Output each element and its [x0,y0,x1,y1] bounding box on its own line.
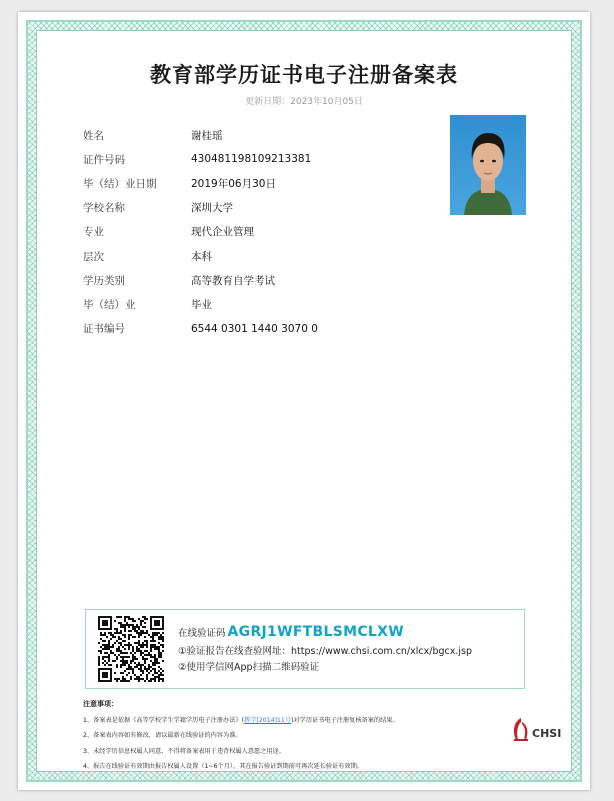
notice-title: 注意事项： [83,700,118,708]
verification-app-line: ②使用学信网App扫描二维码验证 [178,662,320,673]
id-photo [450,115,526,215]
field-value: 现代企业管理 [191,226,254,239]
field-value: 谢桂瑶 [191,129,223,142]
field-label: 专业 [83,226,104,239]
field-row-education-type [83,268,443,292]
verification-panel [85,609,525,689]
field-label: 毕（结）业日期 [83,177,157,190]
field-value: 深圳大学 [191,202,233,215]
field-value: 430481198109213381 [191,153,312,166]
verification-url-line: ①验证报告在线查验网址：https://www.chsi.com.cn/xlcx/bgcx.jsp [178,646,472,657]
field-value: 高等教育自学考试 [191,274,275,287]
field-label: 层次 [83,250,104,263]
field-label: 证书编号 [83,323,125,336]
regulation-link[interactable]: 教学[2014]11号 [244,716,292,724]
field-row-major [83,220,443,244]
chsi-emblem-icon [510,716,532,742]
chsi-logo-text: CHSI [532,727,562,740]
notice-item-2: 2、备案表内容如有修改，请以最新在线验证的内容为准。 [83,732,242,739]
field-row-certificate-number [83,317,443,341]
verification-text [178,624,472,673]
field-row-completion [83,292,443,316]
document-page [18,12,590,790]
notice-text: )对学历证书电子注册复核备案的结果。 [291,716,399,724]
verification-code-label: 在线验证码 [178,628,226,639]
qr-code-icon[interactable] [98,616,164,682]
field-label: 学历类别 [83,274,125,287]
chsi-logo [510,716,566,746]
field-row-graduation-date [83,171,443,195]
field-row-name [83,123,443,147]
verification-code-line [178,624,472,640]
field-value: 本科 [191,250,212,263]
document-title: 教育部学历证书电子注册备案表 [150,63,458,87]
field-value: 6544 0301 1440 3070 0 [191,322,318,335]
field-row-level [83,244,443,268]
field-row-id-number [83,147,443,171]
document-body [36,30,572,772]
notice-item-4: 4、报告在线验证有效期由报告权属人设置（1~6个月），其在报告验证到期前可再次延长验证有效期。 [83,763,363,770]
verification-code: AGRJ1WFTBLSMCLXW [227,624,404,640]
record-fields [83,123,443,341]
field-label: 姓名 [83,129,104,142]
notice-text: 1、备案表是依据《高等学校学生学籍学历电子注册办法》( [83,716,245,724]
update-date: 更新日期：2023年10月05日 [245,97,363,107]
field-label: 毕（结）业 [83,298,136,311]
notice-section [83,697,503,775]
field-value: 2019年06月30日 [191,177,276,190]
field-label: 学校名称 [83,202,125,215]
field-value: 毕业 [191,298,212,311]
field-row-school [83,196,443,220]
field-label: 证件号码 [83,153,125,166]
notice-item-3: 3、未经学历信息权属人同意，不得将备案表用于违背权属人意愿之用途。 [83,747,285,755]
notice-item-1 [83,713,503,729]
